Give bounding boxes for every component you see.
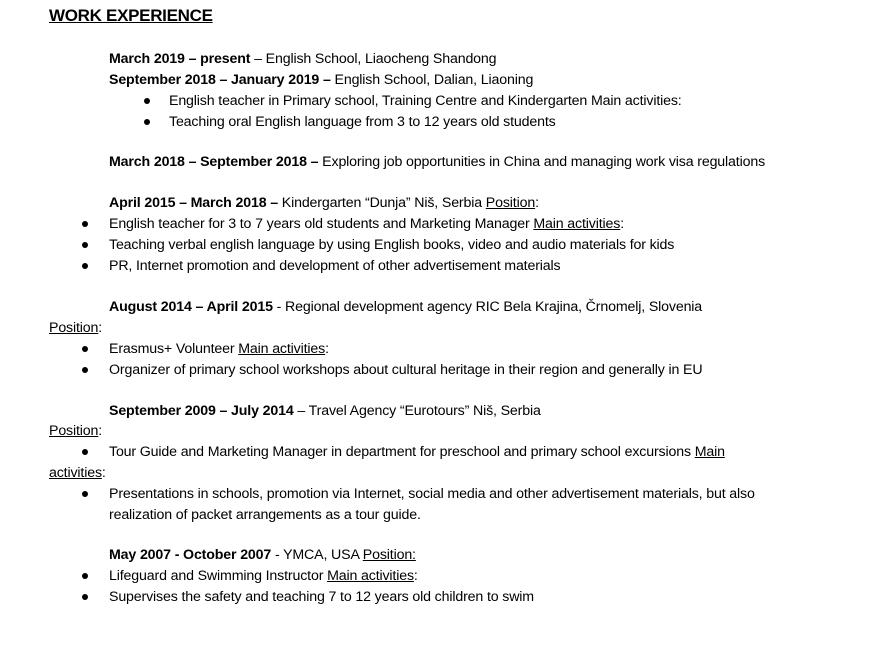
colon: : (620, 216, 624, 232)
entry-header (109, 297, 702, 317)
bullet-icon (82, 221, 88, 227)
main-activities-label: activities (49, 465, 102, 481)
list-item: PR, Internet promotion and development of other advertisement materials (109, 258, 561, 274)
colon: : (98, 423, 103, 439)
list-item: English teacher in Primary school, Training Centre and Kindergarten Main activities: (169, 93, 682, 109)
entry-header (109, 545, 416, 565)
list-item-text: Erasmus+ Volunteer (109, 341, 239, 357)
bullet-icon (82, 242, 88, 248)
section-title: WORK EXPERIENCE (49, 6, 213, 25)
list-item: Teaching verbal english language by using English books, video and audio materials for kids (109, 237, 675, 253)
entry-date: August 2014 – April 2015 (109, 299, 273, 315)
list-item: Supervises the safety and teaching 7 to 12 years old children to swim (109, 589, 534, 605)
entry-header (109, 49, 496, 69)
colon: : (413, 568, 418, 584)
main-activities-label: Main (694, 444, 725, 460)
list-item-wrap: realization of packet arrangements as a tour guide. (109, 507, 421, 523)
entry-date: September 2009 – July 2014 (109, 403, 294, 419)
bullet-icon (82, 367, 88, 373)
entry-header (109, 401, 541, 421)
list-item-text: Tour Guide and Marketing Manager in department for preschool and primary school excursions (109, 444, 695, 460)
main-activities-label: Main activities (327, 568, 414, 584)
entry-header (109, 152, 765, 172)
position-line (49, 421, 102, 441)
list-item (109, 214, 624, 234)
bullet-icon (144, 98, 150, 104)
list-item (109, 566, 418, 586)
bullet-icon (144, 119, 150, 125)
position-label: Position: (362, 547, 416, 563)
bullet-icon (82, 491, 88, 497)
entry-header (109, 193, 539, 213)
main-activities-label: Main activities (533, 216, 621, 232)
list-item (109, 339, 329, 359)
list-item-text: Lifeguard and Swimming Instructor (109, 568, 328, 584)
entry-org: Kindergarten “Dunja” Niš, Serbia (277, 195, 486, 211)
entry-date: April 2015 – March 2018 – (109, 195, 278, 211)
colon: : (101, 465, 106, 481)
entry-org: – Travel Agency “Eurotours” Niš, Serbia (293, 403, 541, 419)
position-label: Position (49, 423, 99, 439)
entry-date: March 2018 – September 2018 – (109, 154, 319, 170)
list-item: Organizer of primary school workshops about cultural heritage in their region and generally in EU (109, 362, 703, 378)
entry-org: - Regional development agency RIC Bela Krajina, Črnomelj, Slovenia (272, 299, 703, 315)
bullet-icon (82, 263, 88, 269)
position-label: Position (49, 320, 99, 336)
position-line (49, 318, 102, 338)
entry-date: March 2019 – present (109, 51, 251, 67)
bullet-icon (82, 449, 88, 455)
colon: : (325, 341, 329, 357)
entry-org: – English School, Liaocheng Shandong (250, 51, 497, 67)
entry-date: September 2018 – January 2019 – (109, 72, 331, 88)
list-item-text: English teacher for 3 to 7 years old students and Marketing Manager (109, 216, 534, 232)
position-label: Position (485, 195, 536, 211)
main-activities-label: Main activities (238, 341, 326, 357)
entry-org: - YMCA, USA (271, 547, 363, 563)
bullet-icon (82, 346, 88, 352)
colon: : (98, 320, 103, 336)
list-item (109, 442, 725, 462)
list-item-wrap (49, 463, 106, 483)
bullet-icon (82, 573, 88, 579)
entry-org: Exploring job opportunities in China and managing work visa regulations (318, 154, 766, 170)
entry-header (109, 70, 533, 90)
bullet-icon (82, 594, 88, 600)
entry-date: May 2007 - October 2007 (109, 547, 272, 563)
list-item: Presentations in schools, promotion via Internet, social media and other advertisement materials, but also (109, 486, 755, 502)
list-item: Teaching oral English language from 3 to 12 years old students (169, 114, 556, 130)
entry-org: English School, Dalian, Liaoning (330, 72, 534, 88)
colon: : (535, 195, 539, 211)
